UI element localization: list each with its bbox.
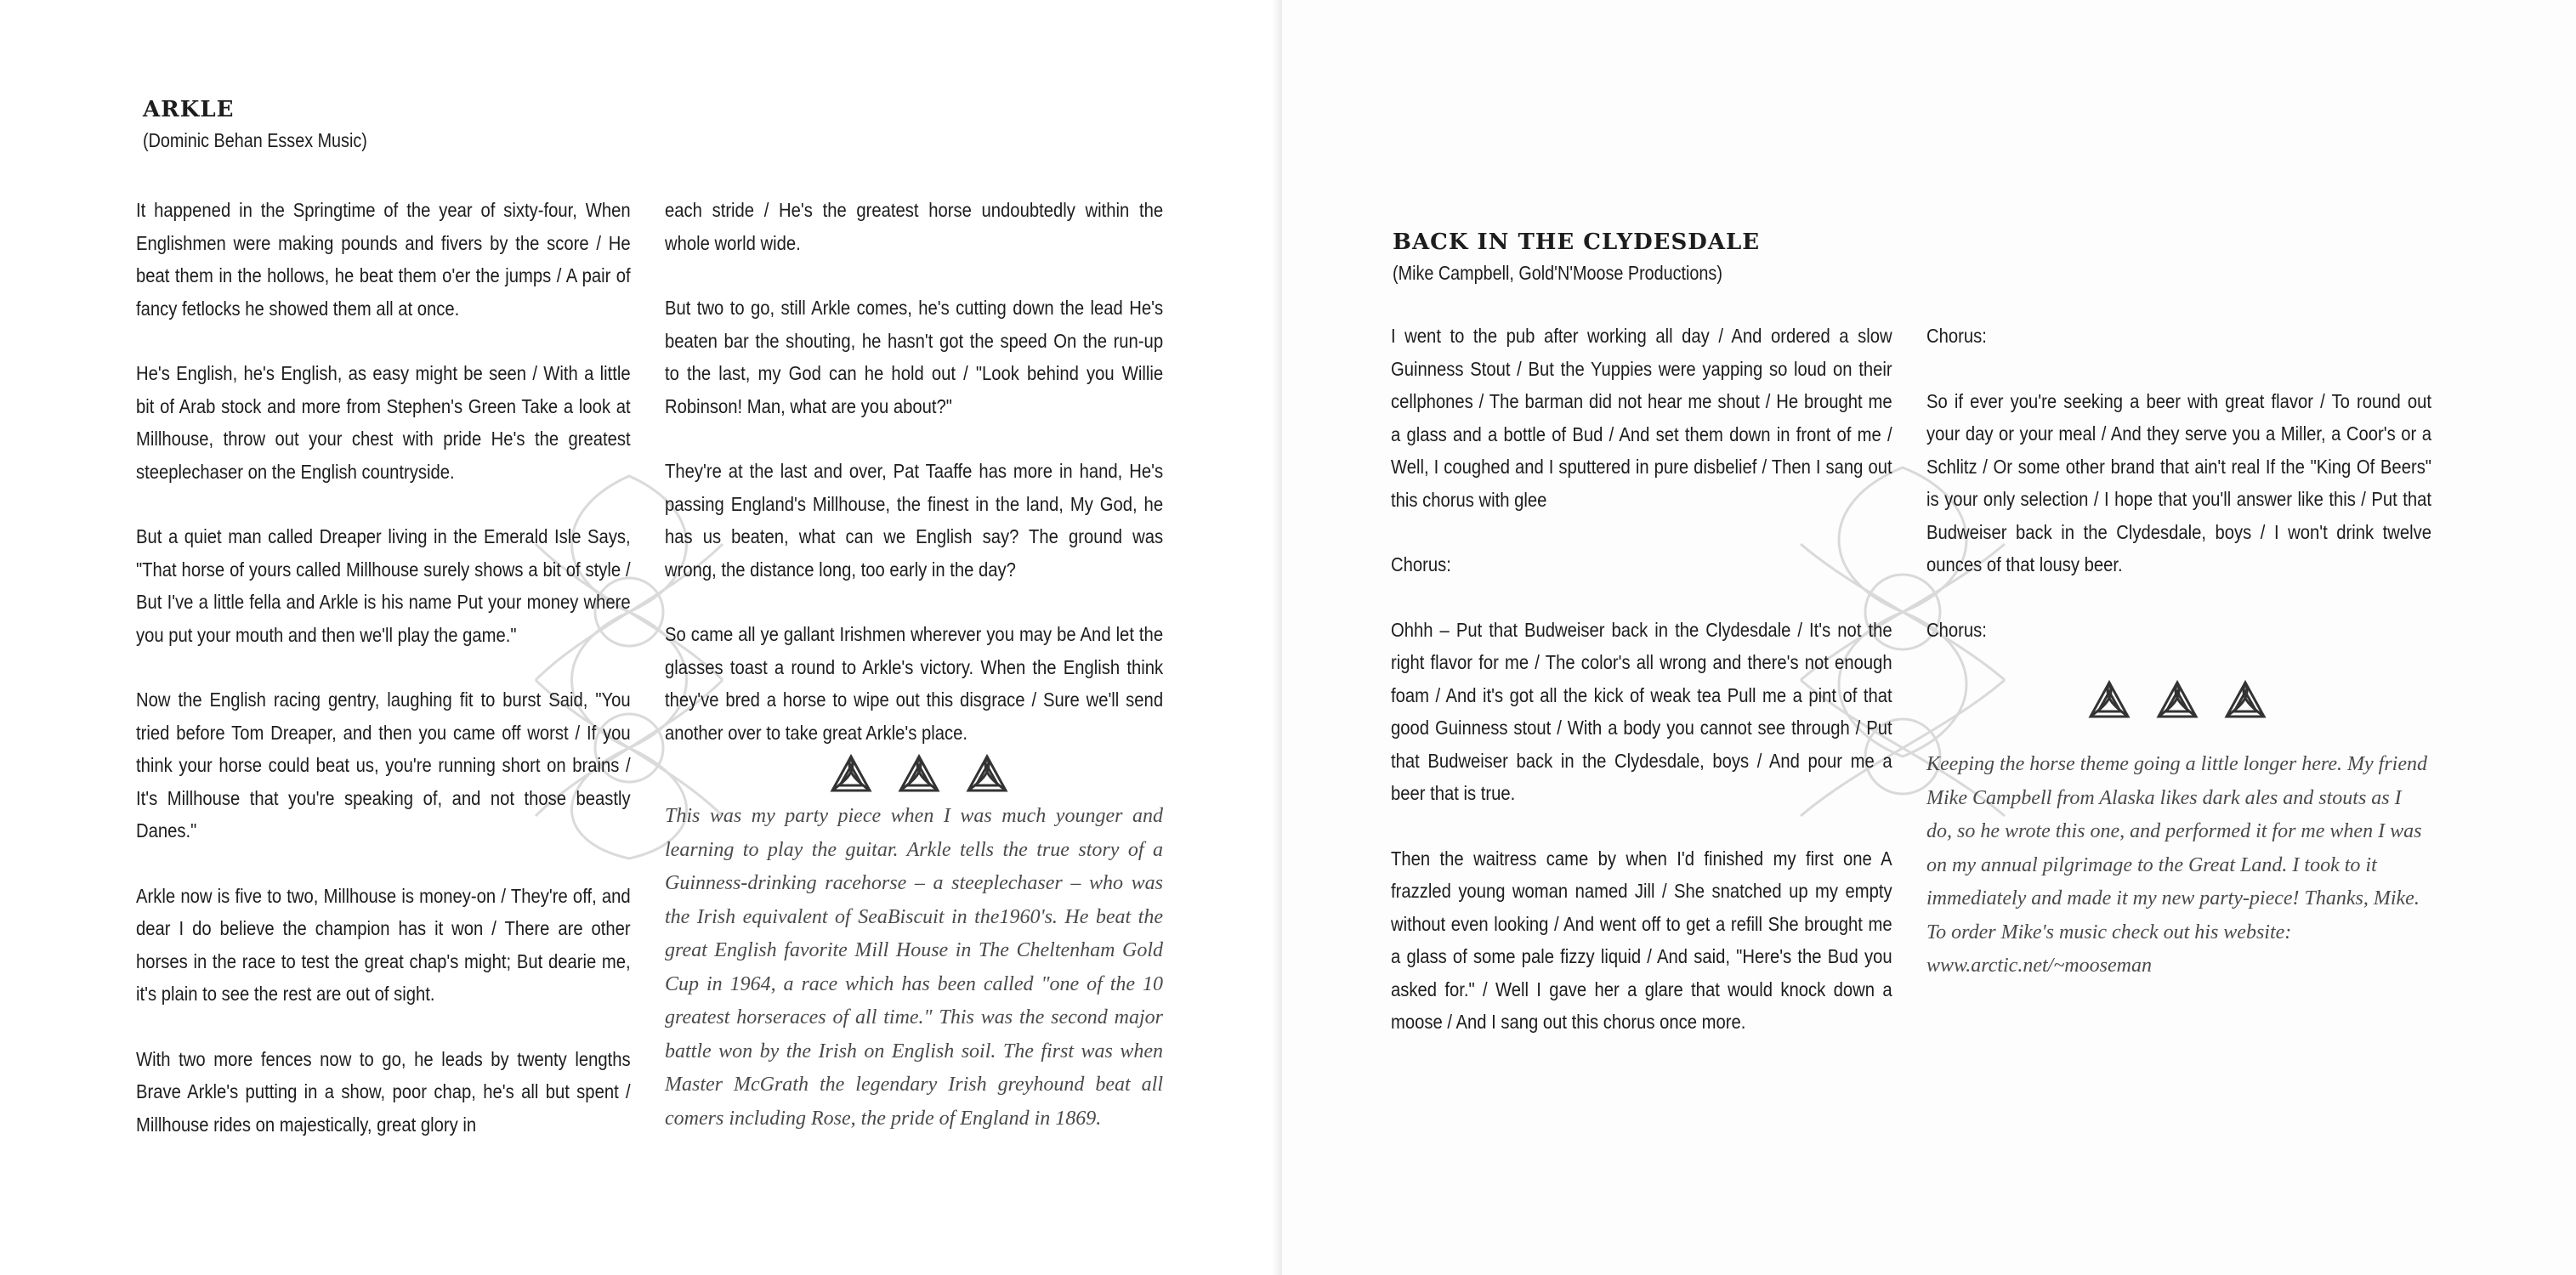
lyric-paragraph: Then the waitress came by when I'd finished my first one A frazzled young woman named Jill / She snatched up my empty without even looking / And went off to get a refill She brought me a glass of some pale fizzy liquid / And said, "Here's the Bud you asked for." / Well I gave her a glare that would knock down a moose / And I sang out this chorus once more. — [1391, 847, 1892, 1033]
lyric-paragraph: But a quiet man called Dreaper living in the Emerald Isle Says, "That horse of yours called Millhouse surely shows a bit of style / But I've a little fella and Arkle is his name Put your money where you put your mouth and then we'll play the game." — [136, 525, 631, 646]
trinity-knot-divider — [1926, 678, 2431, 721]
lyric-paragraph: He's English, he's English, as easy might be seen / With a little bit of Arab stock and more from Stephen's Green Take a look at Millhouse, throw out your chest with pride He's the greatest steeplechaser on the English countryside. — [136, 362, 631, 483]
lyrics-column-1 — [136, 194, 631, 1173]
lyrics-column-4 — [1926, 320, 2431, 983]
left-page — [0, 0, 1282, 1275]
trinity-knot-icon — [830, 754, 872, 793]
lyric-paragraph: They're at the last and over, Pat Taaffe has more in hand, He's passing England's Millhouse, the finest in the land, My God, he has us beaten, what can we English say? The ground was wrong, the distance long, too early in the day? — [665, 460, 1164, 581]
lyric-paragraph: It happened in the Springtime of the year of sixty-four, When Englishmen were making pounds and fivers by the score / He beat them in the hollows, he beat them o'er the jumps / A pair of fancy fetlocks he showed them all at once. — [136, 199, 631, 320]
lyric-paragraph: But two to go, still Arkle comes, he's cutting down the lead He's beaten bar the shouting, he hasn't got the speed On the run-up to the last, my God can he hold out / "Look behind you Willie Robinson! Man, what are you about?" — [665, 297, 1164, 417]
chorus-label: Chorus: — [1926, 618, 1987, 641]
lyric-paragraph: I went to the pub after working all day / And ordered a slow Guinness Stout / But the Yuppies were yapping so loud on their cellphones / The barman did not hear me shout / He brought me a glass and a bottle of Bud / And set them down in front of me / Well, I coughed and I sputtered in pure disbelief / Then I sang out this chorus with glee — [1391, 325, 1892, 511]
lyric-paragraph: So if ever you're seeking a beer with great flavor / To round out your day or your meal / And they serve you a Miller, a Coor's or a Schlitz / Or some other brand that ain't real If the "King Of Beers" is your only selection / I hope that you'll answer like this / Put that Budweiser back in the Clydesdale, boys / I won't drink twelve ounces of that lousy beer. — [1926, 389, 2431, 575]
song-credit-arkle: (Dominic Behan Essex Music) — [143, 129, 367, 151]
trinity-knot-icon — [2224, 680, 2267, 719]
lyric-paragraph: Ohhh – Put that Budweiser back in the Clydesdale / It's not the right flavor for me / The color's all wrong and there's not enough foam / And it's got all the kick of weak tea Pull me a pint of that good Guinness stout / With a body you cannot see through / Put that Budweiser back in the Clydesdale, boys / And pour me a beer that is true. — [1391, 618, 1892, 804]
trinity-knot-icon — [2088, 680, 2131, 719]
song-credit-clydesdale: (Mike Campbell, Gold'N'Moose Productions) — [1393, 262, 1722, 284]
song-note-arkle: This was my party piece when I was much younger and learning to play the guitar. Arkle tells the true story of a Guinness-drinking racehorse – a steeplechaser – who was the Irish equivalent of SeaBiscuit in the1960's. He beat the great English favorite Mill House in The Cheltenham Gold Cup in 1964, a race which has been called "one of the 10 greatest horseraces of all time." This was the second major battle won by the Irish on English soil. The first was when Master McGrath the legendary Irish greyhound beat all comers including Rose, the pride of England in 1869. — [665, 805, 1163, 1130]
lyric-paragraph: Now the English racing gentry, laughing fit to burst Said, "You tried before Tom Dreaper, and then you came off worst / If you think your horse could beat us, you're running short on brains / It's Millhouse that you're speaking of, and not those beastly Danes." — [136, 688, 631, 842]
song-title-clydesdale: BACK IN THE CLYDESDALE — [1393, 230, 1761, 255]
lyric-paragraph: With two more fences now to go, he leads by twenty lengths Brave Arkle's putting in a show, poor chap, he's all but spent / Millhouse rides on majestically, great glory in — [136, 1047, 631, 1136]
lyric-paragraph: So came all ye gallant Irishmen wherever you may be And let the glasses toast a round to Arkle's victory. When the English think they've bred a horse to wipe out this disgrace / Sure we'll send another over to take great Arkle's place. — [665, 623, 1164, 744]
trinity-knot-divider — [665, 752, 1163, 795]
lyric-paragraph: Arkle now is five to two, Millhouse is money-on / They're off, and dear I do believe the champion has it won / There are other horses in the race to test the great chap's might; But dearie me, it's plain to see the rest are out of sight. — [136, 884, 631, 1005]
lyrics-column-2 — [665, 194, 1163, 1136]
right-page — [1282, 0, 2576, 1275]
song-note-clydesdale: Keeping the horse theme going a little longer here. My friend Mike Campbell from Alaska likes dark ales and stouts as I do, so he wrote this one, and performed it for me when I was on my annual pilgrimage to the Great Land. I took to it immediately and made it my new party-piece! Thanks, Mike. To order Mike's music check out his website: www.arctic.net/~mooseman — [1926, 753, 2427, 977]
trinity-knot-icon — [898, 754, 940, 793]
chorus-label: Chorus: — [1926, 325, 1987, 347]
trinity-knot-icon — [2156, 680, 2199, 719]
lyrics-column-3 — [1391, 320, 1892, 1071]
trinity-knot-icon — [966, 754, 1008, 793]
song-title-arkle: ARKLE — [143, 97, 235, 122]
chorus-label: Chorus: — [1391, 553, 1451, 575]
lyric-paragraph: each stride / He's the greatest horse undoubtedly within the whole world wide. — [665, 199, 1164, 254]
